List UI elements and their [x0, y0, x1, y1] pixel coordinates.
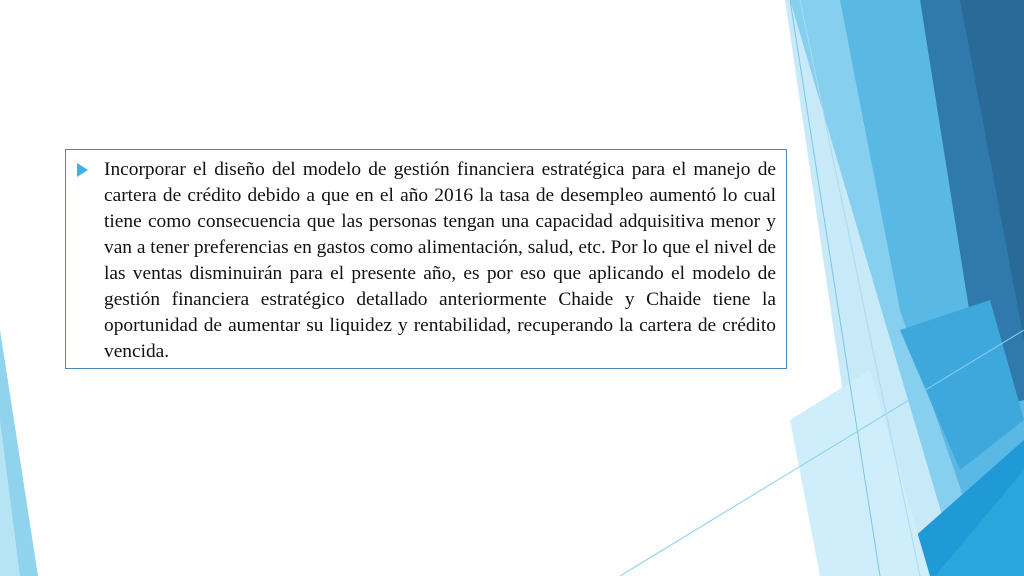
content-text-box	[65, 149, 787, 369]
body-paragraph: Incorporar el diseño del modelo de gestión financiera estratégica para el manejo de cartera de crédito debido a que en el año 2016 la tasa de desempleo aumentó lo cual tiene como consecuencia que las personas tengan una capacidad adquisitiva menor y van a tener preferencias en gastos como alimentación, salud, etc. Por lo que el nivel de las ventas disminuirán para el presente año, es por eso que aplicando el modelo de gestión financiera estratégico detallado anteriormente Chaide y Chaide tiene la oportunidad de aumentar su liquidez y rentabilidad, recuperando la cartera de crédito vencida.	[104, 159, 776, 362]
triangle-bullet-icon	[77, 163, 88, 177]
